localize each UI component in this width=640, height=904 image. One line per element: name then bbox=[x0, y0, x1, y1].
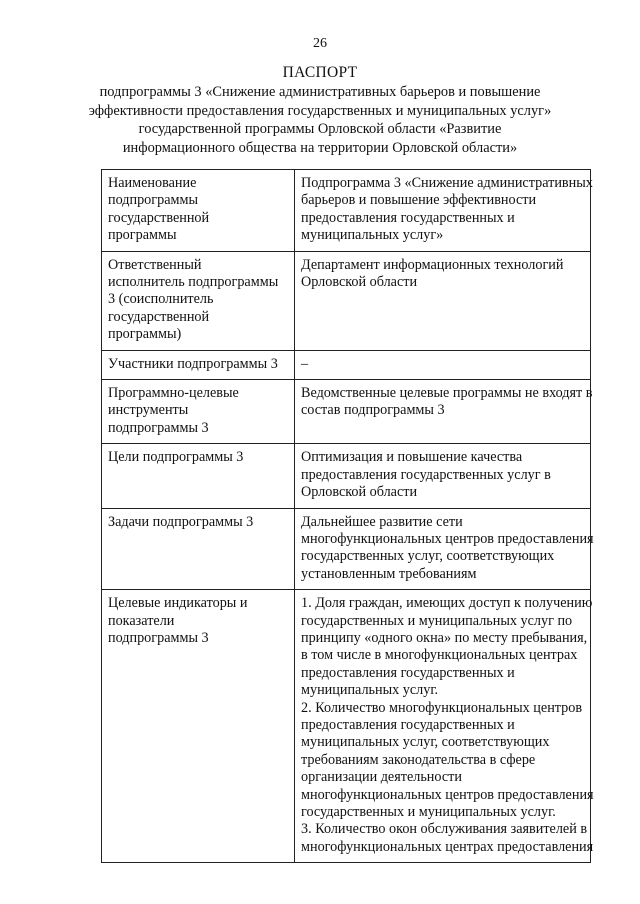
row-value-cell bbox=[295, 170, 591, 252]
document-subtitle bbox=[40, 83, 600, 157]
row-label-cell bbox=[102, 444, 295, 508]
row-label-line: Участники подпрограммы 3 bbox=[108, 355, 278, 372]
row-label-line: подпрограммы 3 bbox=[108, 419, 209, 436]
row-value-line: требованиям законодательства в сфере bbox=[301, 751, 536, 768]
page-number: 26 bbox=[313, 36, 327, 51]
table-row bbox=[102, 170, 591, 252]
table-row bbox=[102, 251, 591, 350]
row-value-line: принципу «одного окна» по месту пребывания, bbox=[301, 629, 588, 646]
row-value-line: состав подпрограммы 3 bbox=[301, 402, 445, 419]
row-label-line: Задачи подпрограммы 3 bbox=[108, 513, 254, 530]
row-label-line: государственной bbox=[108, 308, 210, 325]
row-value-line: барьеров и повышение эффективности bbox=[301, 192, 537, 209]
row-value-line: Орловской области bbox=[301, 484, 418, 501]
row-value-line: в том числе в многофункциональных центрах bbox=[301, 647, 578, 664]
row-value-line: муниципальных услуг» bbox=[301, 227, 444, 244]
row-value-cell bbox=[295, 251, 591, 350]
table-row bbox=[102, 444, 591, 508]
row-value-line: Оптимизация и повышение качества bbox=[301, 449, 523, 466]
row-label-line: Ответственный bbox=[108, 256, 202, 273]
subtitle-line: информационного общества на территории Орловской области» bbox=[122, 139, 518, 156]
row-value-line: государственных и муниципальных услуг. bbox=[301, 804, 556, 820]
row-label-line: программы) bbox=[108, 326, 182, 343]
table-row bbox=[102, 350, 591, 379]
row-label-cell bbox=[102, 350, 295, 379]
row-value-line: 3. Количество окон обслуживания заявителей в bbox=[301, 821, 588, 838]
row-value-line: предоставления государственных услуг в bbox=[301, 466, 551, 483]
row-label-line: исполнитель подпрограммы bbox=[108, 274, 279, 291]
row-label-line: программы bbox=[108, 227, 177, 244]
row-value-line: Дальнейшее развитие сети bbox=[301, 513, 463, 530]
passport-table bbox=[101, 169, 594, 863]
row-value-line: Департамент информационных технологий bbox=[301, 256, 564, 273]
row-value-cell bbox=[295, 590, 594, 863]
row-value-line: государственных и муниципальных услуг по bbox=[301, 612, 573, 629]
document-title: ПАСПОРТ bbox=[282, 64, 358, 81]
row-value-line: муниципальных услуг, соответствующих bbox=[301, 734, 550, 751]
row-label-cell bbox=[102, 170, 295, 252]
row-value-line: многофункциональных центров предоставления bbox=[301, 530, 594, 547]
row-value-line: 2. Количество многофункциональных центров bbox=[301, 699, 583, 716]
row-label-line: показатели bbox=[108, 612, 175, 629]
row-label-line: Наименование bbox=[108, 175, 197, 191]
row-label-cell bbox=[102, 508, 295, 590]
row-value-cell bbox=[295, 508, 594, 590]
row-value-line: муниципальных услуг. bbox=[301, 682, 439, 699]
row-label-line: государственной bbox=[108, 209, 210, 226]
row-label-line: Программно-целевые bbox=[108, 385, 239, 402]
subtitle-line: государственной программы Орловской области «Развитие bbox=[138, 121, 502, 138]
row-value-cell bbox=[295, 444, 591, 508]
subtitle-line: подпрограммы 3 «Снижение административных барьеров и повышение bbox=[99, 84, 541, 100]
table-row bbox=[102, 380, 591, 444]
row-value-line: установленным требованиям bbox=[301, 565, 477, 582]
row-value-line: – bbox=[301, 355, 309, 372]
row-value-line: 1. Доля граждан, имеющих доступ к получению bbox=[301, 595, 593, 612]
row-label-cell bbox=[102, 380, 295, 444]
row-value-line: предоставления государственных и bbox=[301, 664, 515, 681]
row-value-line: Орловской области bbox=[301, 274, 418, 291]
row-label-line: инструменты bbox=[108, 402, 189, 419]
row-value-line: предоставления государственных и bbox=[301, 716, 515, 733]
row-label-line: подпрограммы 3 bbox=[108, 629, 209, 646]
table-row bbox=[102, 508, 591, 590]
row-value-line: государственных услуг, соответствующих bbox=[301, 548, 555, 565]
row-label-line: 3 (соисполнитель bbox=[108, 291, 214, 308]
row-label-cell bbox=[102, 590, 295, 863]
table-row bbox=[102, 590, 591, 863]
row-value-cell bbox=[295, 380, 591, 444]
row-value-line: организации деятельности bbox=[301, 769, 462, 786]
row-value-line: многофункциональных центров предоставления bbox=[301, 786, 594, 803]
subtitle-line: эффективности предоставления государственных и муниципальных услуг» bbox=[88, 102, 552, 119]
row-value-line: предоставления государственных и bbox=[301, 209, 515, 226]
row-value-line: Ведомственные целевые программы не входят в bbox=[301, 385, 593, 402]
row-label-line: Целевые индикаторы и bbox=[108, 595, 248, 612]
row-value-line: многофункциональных центрах предоставления bbox=[301, 838, 594, 855]
row-label-line: Цели подпрограммы 3 bbox=[108, 449, 244, 466]
row-label-cell bbox=[102, 251, 295, 350]
row-value-line: Подпрограмма 3 «Снижение административных bbox=[301, 175, 593, 191]
row-label-line: подпрограммы bbox=[108, 192, 198, 209]
row-value-cell bbox=[295, 350, 591, 379]
